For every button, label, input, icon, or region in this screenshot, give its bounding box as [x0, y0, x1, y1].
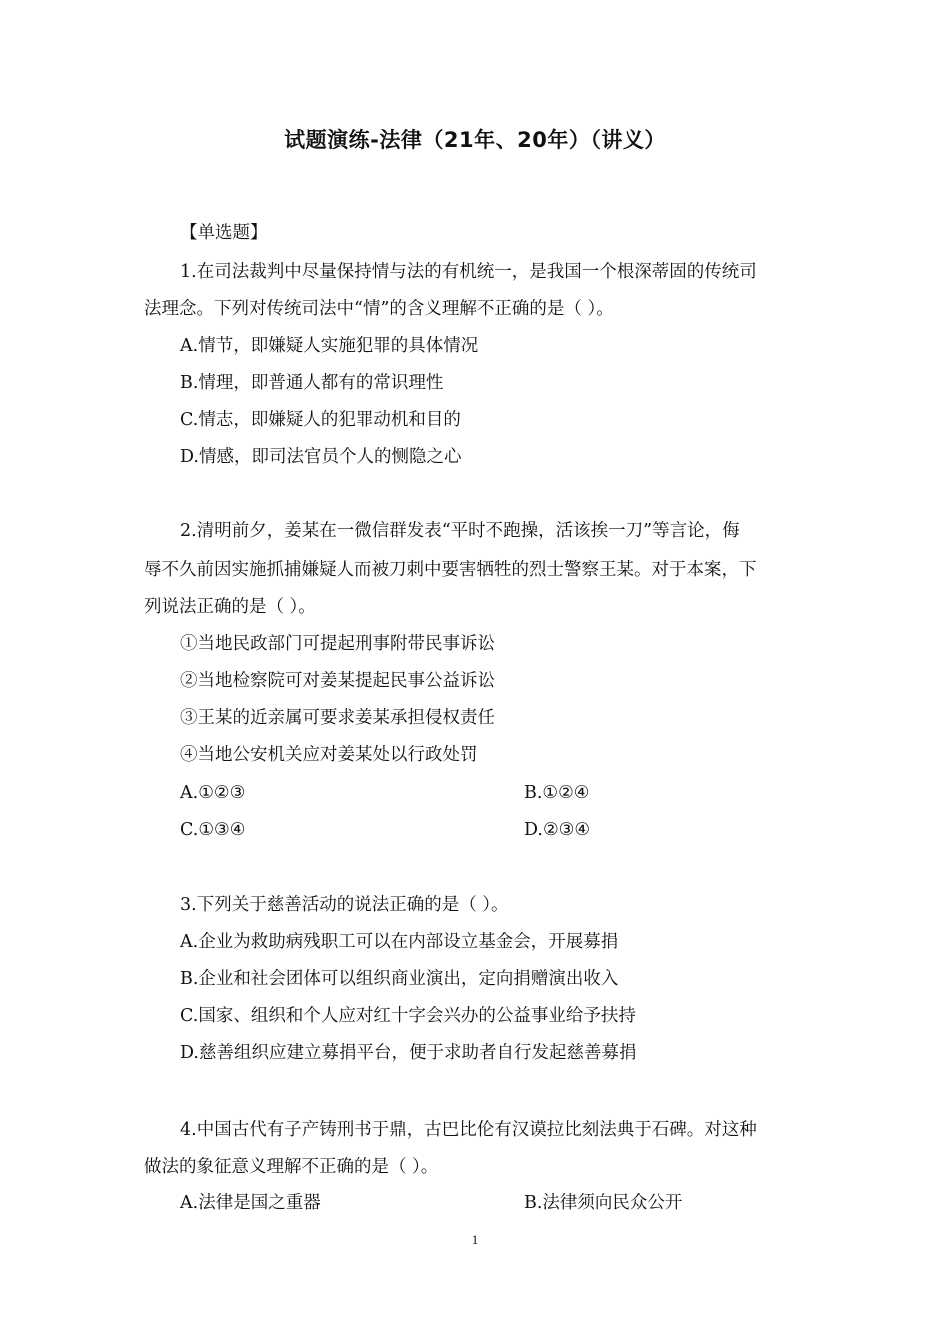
question-1-option-b: B.情理，即普通人都有的常识理性 [180, 373, 444, 393]
question-2-stem-line-2: 辱不久前因实施抓捕嫌疑人而被刀刺中要害牺牲的烈士警察王某。对于本案，下 [144, 560, 757, 580]
question-2-option-d: D.②③④ [524, 820, 591, 840]
question-2-statement-4: ④当地公安机关应对姜某处以行政处罚 [180, 745, 478, 765]
page-number: 1 [471, 1232, 479, 1247]
question-3-option-d: D.慈善组织应建立募捐平台，便于求助者自行发起慈善募捐 [180, 1043, 637, 1063]
question-3-option-b: B.企业和社会团体可以组织商业演出，定向捐赠演出收入 [180, 969, 619, 989]
question-3-option-a: A.企业为救助病残职工可以在内部设立基金会，开展募捐 [180, 932, 619, 952]
question-2-option-a: A.①②③ [180, 783, 246, 803]
question-2-stem-line-1: 2.清明前夕，姜某在一微信群发表“平时不跑操，活该挨一刀”等言论，侮 [180, 521, 740, 541]
question-1-stem-line-2: 法理念。下列对传统司法中“情”的含义理解不正确的是（ ）。 [144, 299, 614, 319]
question-3-stem-line-1: 3.下列关于慈善活动的说法正确的是（ ）。 [180, 895, 509, 915]
question-1-option-c: C.情志，即嫌疑人的犯罪动机和目的 [180, 410, 461, 430]
question-2-statement-2: ②当地检察院可对姜某提起民事公益诉讼 [180, 671, 495, 691]
section-heading: 【单选题】 [180, 223, 268, 243]
question-1-stem-line-1: 1.在司法裁判中尽量保持情与法的有机统一，是我国一个根深蒂固的传统司 [180, 262, 757, 282]
question-2-option-b: B.①②④ [524, 783, 590, 803]
question-4-option-b: B.法律须向民众公开 [524, 1193, 683, 1213]
document-title: 试题演练-法律（21年、20年）（讲义） [284, 128, 666, 152]
question-2-statement-3: ③王某的近亲属可要求姜某承担侵权责任 [180, 708, 495, 728]
question-4-stem-line-1: 4.中国古代有子产铸刑书于鼎，古巴比伦有汉谟拉比刻法典于石碑。对这种 [180, 1120, 757, 1140]
question-1-option-a: A.情节，即嫌疑人实施犯罪的具体情况 [180, 336, 479, 356]
question-4-stem-line-2: 做法的象征意义理解不正确的是（ ）。 [144, 1157, 439, 1177]
question-2-stem-line-3: 列说法正确的是（ ）。 [144, 597, 316, 617]
question-1-option-d: D.情感，即司法官员个人的恻隐之心 [180, 447, 462, 467]
question-2-option-c: C.①③④ [180, 820, 246, 840]
question-4-option-a: A.法律是国之重器 [180, 1193, 321, 1213]
question-3-option-c: C.国家、组织和个人应对红十字会兴办的公益事业给予扶持 [180, 1006, 636, 1026]
question-2-statement-1: ①当地民政部门可提起刑事附带民事诉讼 [180, 634, 495, 654]
